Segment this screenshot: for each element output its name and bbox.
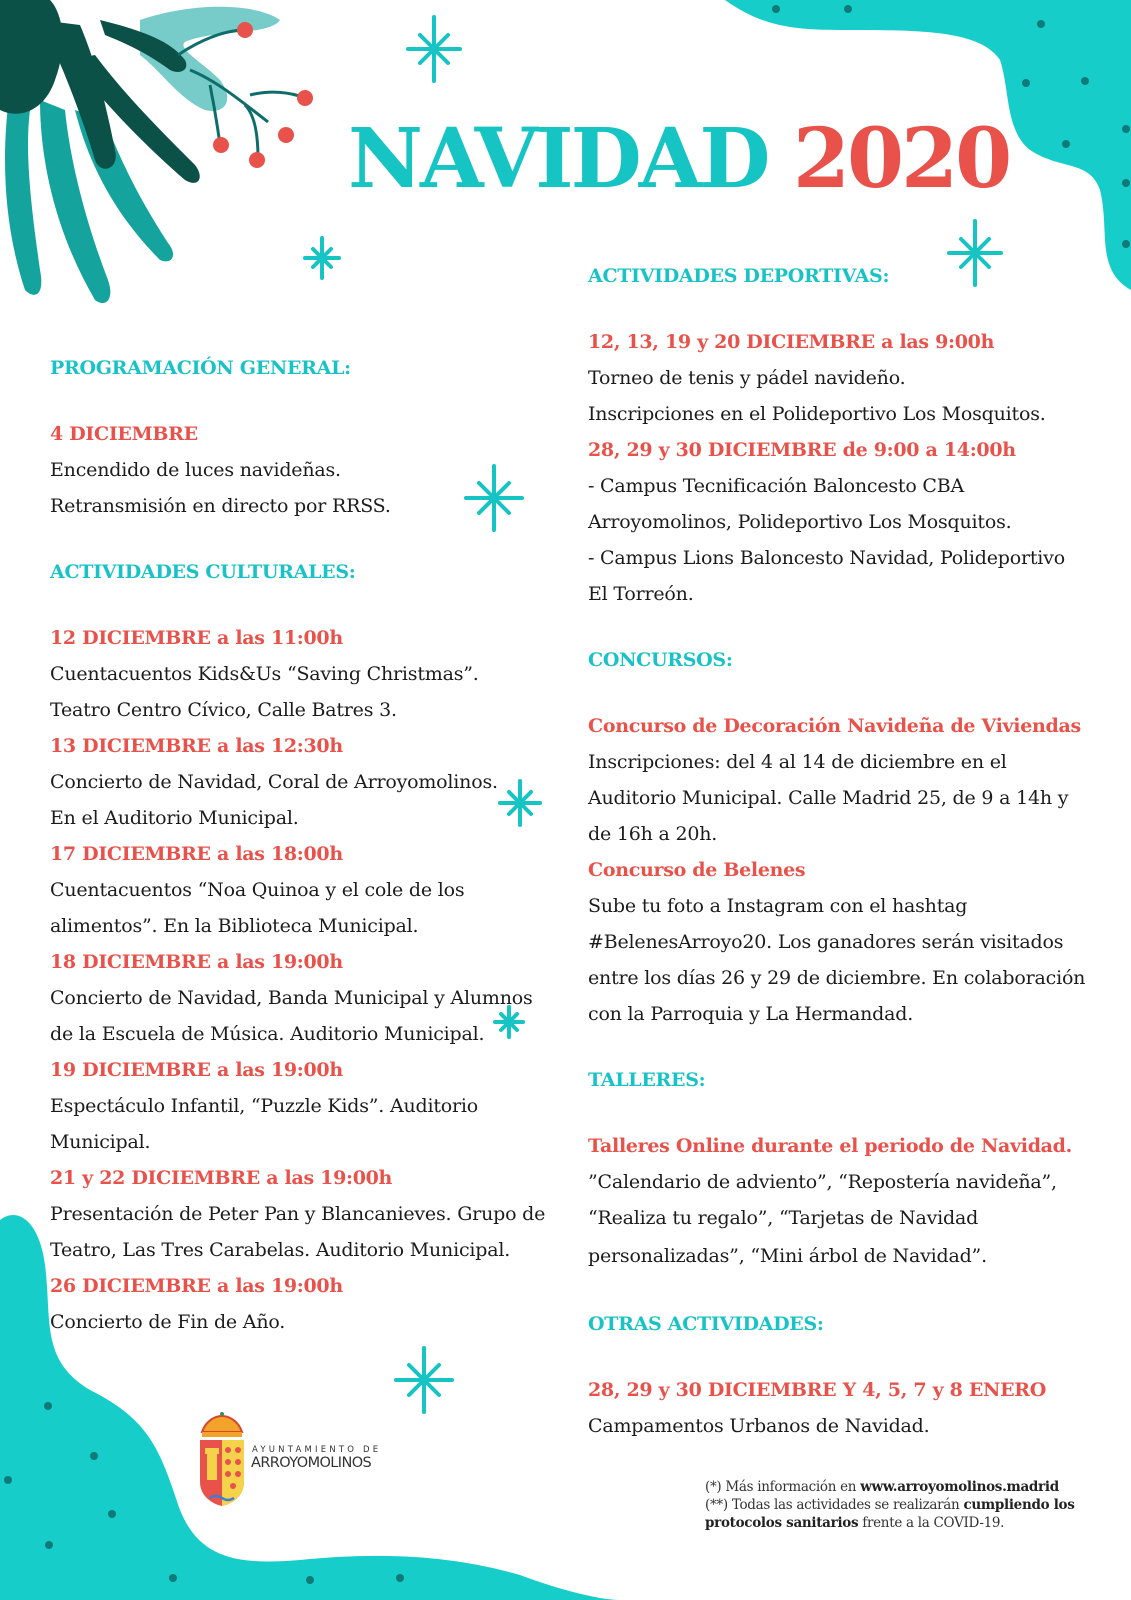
event-item bbox=[50, 1052, 560, 1160]
event-text: Torneo de tenis y pádel navideño. bbox=[588, 367, 906, 389]
event-item bbox=[50, 728, 560, 836]
event-date: 28, 29 y 30 DICIEMBRE Y 4, 5, 7 y 8 ENERO bbox=[588, 1379, 1047, 1401]
event-text: El Torreón. bbox=[588, 583, 694, 605]
leaf-mid-1 bbox=[5, 90, 41, 295]
logo-subtitle: AYUNTAMIENTO DE bbox=[252, 1445, 382, 1455]
section-heading-otras: OTRAS ACTIVIDADES: bbox=[588, 1313, 824, 1335]
event-text: ”Calendario de adviento”, “Repostería navideña”, bbox=[588, 1171, 1057, 1193]
event-date: 4 DICIEMBRE bbox=[50, 423, 198, 445]
event-text: En el Auditorio Municipal. bbox=[50, 807, 299, 829]
berries bbox=[213, 22, 313, 168]
event-item bbox=[50, 1160, 560, 1268]
website-link[interactable]: www.arroyomolinos.madrid bbox=[860, 1479, 1059, 1495]
event-date: 13 DICIEMBRE a las 12:30h bbox=[50, 735, 343, 757]
event-item bbox=[588, 432, 1088, 612]
event-text: Retransmisión en directo por RRSS. bbox=[50, 495, 391, 517]
event-date: Concurso de Belenes bbox=[588, 859, 806, 881]
event-text: Concierto de Navidad, Coral de Arroyomolinos. bbox=[50, 771, 498, 793]
event-text: - Campus Tecnificación Baloncesto CBA bbox=[588, 475, 965, 497]
left-column bbox=[50, 350, 560, 1340]
event-text: Campamentos Urbanos de Navidad. bbox=[588, 1415, 930, 1437]
leaf-dark-1 bbox=[0, 0, 63, 114]
event-text: Teatro Centro Cívico, Calle Batres 3. bbox=[50, 699, 397, 721]
event-text: de 16h a 20h. bbox=[588, 823, 718, 845]
footer-notes bbox=[705, 1478, 1085, 1532]
event-text: Auditorio Municipal. Calle Madrid 25, de 9 a 14h y bbox=[588, 787, 1069, 809]
event-item bbox=[50, 944, 560, 1052]
event-text: de la Escuela de Música. Auditorio Municipal. bbox=[50, 1023, 485, 1045]
right-column bbox=[588, 258, 1088, 1444]
event-date: 17 DICIEMBRE a las 18:00h bbox=[50, 843, 343, 865]
event-text: Inscripciones en el Polideportivo Los Mosquitos. bbox=[588, 403, 1046, 425]
event-text: Inscripciones: del 4 al 14 de diciembre en el bbox=[588, 751, 1007, 773]
section-heading-culturales: ACTIVIDADES CULTURALES: bbox=[50, 561, 356, 583]
title-word: NAVIDAD bbox=[348, 111, 768, 207]
footer-note-2 bbox=[705, 1496, 1085, 1532]
event-text: Sube tu foto a Instagram con el hashtag bbox=[588, 895, 968, 917]
event-item bbox=[50, 1268, 560, 1340]
event-date: Talleres Online durante el periodo de Navidad. bbox=[588, 1135, 1072, 1157]
event-item bbox=[588, 324, 1088, 432]
footer-note-text: (**) Todas las actividades se realizarán bbox=[705, 1497, 964, 1513]
event-text: Presentación de Peter Pan y Blancanieves. Grupo de bbox=[50, 1203, 546, 1225]
event-text: Arroyomolinos, Polideportivo Los Mosquitos. bbox=[588, 511, 1012, 533]
footer-note-text: (*) Más información en bbox=[705, 1479, 861, 1495]
event-text: Cuentacuentos Kids&Us “Saving Christmas”. bbox=[50, 663, 479, 685]
event-text: “Realiza tu regalo”, “Tarjetas de Navidad bbox=[588, 1207, 979, 1229]
footer-note-bold: cumpliendo los protocolos sanitarios bbox=[705, 1497, 1075, 1531]
event-text: Teatro, Las Tres Carabelas. Auditorio Municipal. bbox=[50, 1239, 511, 1261]
event-item bbox=[50, 836, 560, 944]
event-item bbox=[50, 620, 560, 728]
event-item bbox=[588, 852, 1088, 1032]
event-date: 12, 13, 19 y 20 DICIEMBRE a las 9:00h bbox=[588, 331, 995, 353]
event-text: Espectáculo Infantil, “Puzzle Kids”. Auditorio bbox=[50, 1095, 479, 1117]
event-item bbox=[588, 1128, 1088, 1276]
event-date: 28, 29 y 30 DICIEMBRE de 9:00 a 14:00h bbox=[588, 439, 1016, 461]
event-text: Concierto de Fin de Año. bbox=[50, 1311, 286, 1333]
section-heading-concursos: CONCURSOS: bbox=[588, 649, 733, 671]
event-date: 26 DICIEMBRE a las 19:00h bbox=[50, 1275, 343, 1297]
event-text: alimentos”. En la Biblioteca Municipal. bbox=[50, 915, 419, 937]
event-text: Concierto de Navidad, Banda Municipal y Alumnos bbox=[50, 987, 533, 1009]
event-text: con la Parroquia y La Hermandad. bbox=[588, 1003, 914, 1025]
event-date: Concurso de Decoración Navideña de Viviendas bbox=[588, 715, 1081, 737]
event-text: Encendido de luces navideñas. bbox=[50, 459, 341, 481]
footer-note-text: frente a la COVID-19. bbox=[858, 1515, 1005, 1531]
event-date: 19 DICIEMBRE a las 19:00h bbox=[50, 1059, 343, 1081]
section-heading-programacion: PROGRAMACIÓN GENERAL: bbox=[50, 357, 351, 379]
section-heading-talleres: TALLERES: bbox=[588, 1069, 706, 1091]
event-text: Municipal. bbox=[50, 1131, 151, 1153]
event-text: #BelenesArroyo20. Los ganadores serán visitados bbox=[588, 931, 1064, 953]
title-year: 2020 bbox=[793, 111, 1010, 207]
event-date: 12 DICIEMBRE a las 11:00h bbox=[50, 627, 343, 649]
event-date: 18 DICIEMBRE a las 19:00h bbox=[50, 951, 343, 973]
event-text: Cuentacuentos “Noa Quinoa y el cole de los bbox=[50, 879, 465, 901]
event-item bbox=[588, 1372, 1088, 1444]
page-title bbox=[348, 111, 1010, 207]
section-heading-deportivas: ACTIVIDADES DEPORTIVAS: bbox=[588, 265, 890, 287]
footer-note-1 bbox=[705, 1478, 1085, 1496]
event-text: entre los días 26 y 29 de diciembre. En colaboración bbox=[588, 967, 1086, 989]
event-text: personalizadas”, “Mini árbol de Navidad”. bbox=[588, 1245, 987, 1267]
event-item bbox=[588, 708, 1088, 852]
logo-title: ARROYOMOLINOS bbox=[251, 1455, 372, 1471]
event-date: 21 y 22 DICIEMBRE a las 19:00h bbox=[50, 1167, 393, 1189]
event-text: - Campus Lions Baloncesto Navidad, Polideportivo bbox=[588, 547, 1065, 569]
